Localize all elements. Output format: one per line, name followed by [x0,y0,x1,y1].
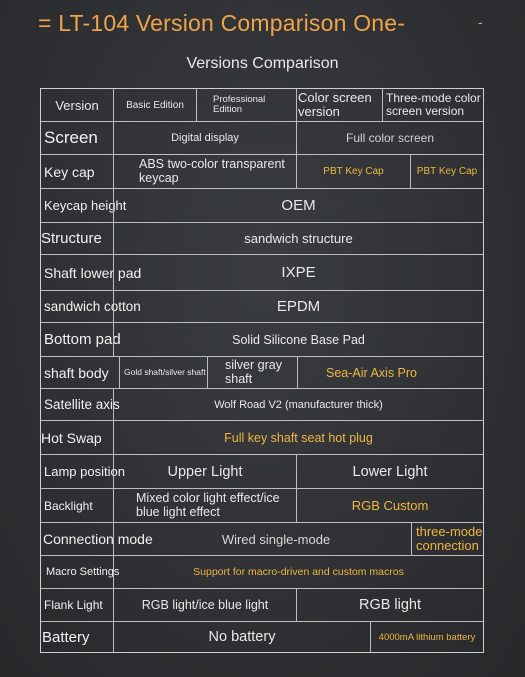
table-row-battery [41,622,483,652]
table-row-structure [41,223,483,255]
macro-settings-value: Support for macro-driven and custom macros [193,566,404,578]
screen-color-cell [296,122,483,154]
keycap-value-pbt-three-mode: PBT Key Cap [416,166,478,177]
backlight-basic-pro-cell [113,489,296,522]
table-row-flank-light [41,589,483,622]
connection-mode-value-wired: Wired single-mode [221,531,331,547]
table-row-keycap-height [41,189,483,223]
table-row-shaft-lower-pad [41,255,483,291]
row-label-cell [41,357,121,388]
connection-mode-wired-cell [141,523,411,555]
keycap-basic-pro-cell [113,155,296,188]
sandwich-cotton-value: EPDM [276,298,321,315]
table-row-lamp-position [41,455,483,489]
table-row-header [41,89,483,122]
row-label-cell [41,489,113,522]
keycap-three-mode-cell [410,155,483,188]
lamp-position-value-upper: Upper Light [167,463,243,480]
header-professional-cell [196,89,296,121]
row-label-cell [41,421,113,454]
row-label-key-cap: Key cap [44,163,95,180]
screen-value-full-color: Full color screen [345,131,435,145]
lamp-position-basic-pro-cell [114,455,296,488]
table-row-satellite-axis [41,389,483,421]
structure-value-cell [113,223,483,254]
connection-mode-three-mode-cell [411,523,483,555]
shaft-lower-pad-value-cell [114,255,483,290]
row-label-sandwich-cotton: sandwich cotton [44,299,141,314]
keycap-height-value: OEM [281,197,316,214]
column-divider [113,523,114,555]
row-label-satellite-axis: Satellite axis [44,397,120,412]
page-title: = LT-104 Version Comparison One- [38,10,406,36]
row-label-lamp-position: Lamp position [44,464,125,479]
row-label-backlight: Backlight [44,498,93,513]
flank-light-value-rgb: RGB light [358,597,422,613]
row-label-screen: Screen [44,128,98,147]
keycap-height-value-cell [114,189,483,222]
structure-value: sandwich structure [244,231,353,246]
row-label-cell [41,223,113,254]
header-basic-cell [113,89,196,121]
satellite-axis-value: Wolf Road V2 (manufacturer thick) [214,398,383,411]
header-three-mode-cell [382,89,483,121]
row-label-cell [41,589,113,621]
table-row-bottom-pad [41,323,483,357]
header-color-screen-cell [296,89,382,121]
backlight-value-rgb-custom: RGB Custom [351,498,429,513]
row-label-shaft-body: shaft body [44,364,109,381]
table-subtitle: Versions Comparison [186,55,339,72]
title-decoration-dash: - [478,14,483,30]
shaft-body-value-sea-air: Sea-Air Axis Pro [326,365,418,380]
table-row-macro-settings [41,556,483,589]
flank-light-value-rgb-ice: RGB light/ice blue light [141,598,269,612]
row-label-macro-settings: Macro Settings [46,566,120,578]
header-version-label: Version [55,97,99,113]
row-label-cell [41,622,113,652]
flank-light-basic-pro-cell [113,589,296,621]
row-label-shaft-lower-pad: Shaft lower pad [44,264,142,281]
table-row-hot-swap [41,421,483,455]
row-label-flank-light: Flank Light [44,598,103,612]
row-label-cell [41,122,113,154]
shaft-body-value-gold: Gold shaft/silver shaft [124,367,206,378]
backlight-value-mixed: Mixed color light effect/ice blue light effect [136,491,280,519]
keycap-value-pbt-color: PBT Key Cap [323,166,384,177]
keycap-color-cell [296,155,410,188]
comparison-table [40,88,484,653]
hot-swap-value-cell [113,421,483,454]
battery-three-mode-cell [370,622,483,652]
header-version-cell [41,89,113,121]
keycap-value-abs: ABS two-color transparent keycap [139,157,285,185]
row-label-structure: Structure [41,230,102,247]
table-row-backlight [41,489,483,523]
bottom-pad-value-cell [114,323,483,356]
header-three-mode-label: Three-mode color screen version [386,91,481,118]
shaft-body-basic-cell [119,357,207,388]
table-row-sandwich-cotton [41,291,483,323]
connection-mode-value-three-mode: three-mode connection [416,524,483,553]
row-label-bottom-pad: Bottom pad [44,331,121,348]
header-basic-label: Basic Edition [126,99,184,111]
header-professional-label: Professional Edition [213,94,266,115]
lamp-position-color-cell [296,455,483,488]
backlight-color-cell [296,489,483,522]
bottom-pad-value: Solid Silicone Base Pad [232,332,365,347]
shaft-body-value-silver: silver gray shaft [225,358,282,386]
table-row-connection-mode [41,523,483,556]
row-label-cell [41,155,113,188]
table-row-key-cap [41,155,483,189]
row-label-connection-mode: Connection mode [43,531,153,547]
table-row-screen [41,122,483,155]
screen-basic-pro-cell [113,122,296,154]
row-label-hot-swap: Hot Swap [41,429,102,446]
macro-settings-value-cell [114,556,483,588]
screen-value-digital: Digital display [171,132,239,144]
flank-light-color-cell [296,589,483,621]
battery-value-lithium: 4000mA lithium battery [378,631,476,643]
satellite-axis-value-cell [114,389,483,420]
row-label-battery: Battery [42,628,90,646]
header-color-screen-label: Color screen version [298,90,372,119]
hot-swap-value: Full key shaft seat hot plug [224,430,373,445]
sandwich-cotton-value-cell [114,291,483,322]
shaft-body-pro-cell [207,357,297,388]
lamp-position-value-lower: Lower Light [352,463,428,480]
shaft-body-color-cell [297,357,483,388]
table-row-shaft-body [41,357,483,389]
shaft-lower-pad-value: IXPE [281,264,316,281]
battery-basic-pro-cell [113,622,370,652]
row-label-keycap-height: Keycap height [44,198,127,213]
battery-value-none: No battery [208,629,276,645]
